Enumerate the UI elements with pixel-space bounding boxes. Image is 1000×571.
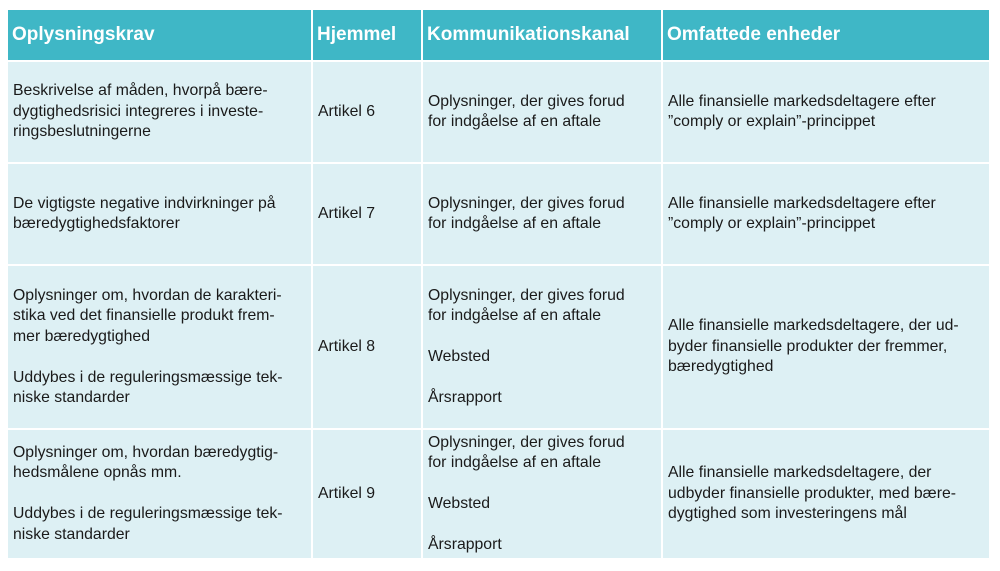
line: Oplysninger, der gives forud	[428, 92, 625, 110]
line: Oplysninger, der gives forud	[428, 194, 625, 212]
line: Uddybes i de reguleringsmæssige tek-	[13, 368, 283, 386]
line: hedsmålene opnås mm.	[13, 464, 182, 482]
line: udbyder finansielle produkter, med bære-	[668, 484, 957, 502]
cell-kanal	[422, 61, 662, 163]
line: ”comply or explain”-princippet	[668, 215, 876, 232]
cell-enheder	[662, 265, 989, 429]
header-hjemmel: Hjemmel	[312, 10, 422, 61]
line: Alle finansielle markedsdeltagere, der	[668, 464, 932, 482]
line: niske standarder	[13, 389, 130, 406]
line: bæredygtighedsfaktorer	[13, 215, 180, 232]
line: niske standarder	[13, 525, 130, 543]
cell-hjemmel: Artikel 7	[312, 163, 422, 265]
disclosure-requirements-table	[8, 10, 989, 558]
spacer	[428, 368, 656, 389]
cell-enheder	[662, 61, 989, 163]
line: for indgåelse af en aftale	[428, 454, 602, 471]
line: Websted	[428, 495, 491, 512]
line: bæredygtighed	[668, 358, 774, 376]
line: Websted	[428, 348, 491, 365]
line: Oplysninger, der gives forud	[428, 286, 625, 304]
cell-krav	[8, 265, 312, 429]
line: Årsrapport	[428, 536, 502, 553]
line: Oplysninger om, hvordan de karakteri-	[13, 286, 282, 304]
table-row	[8, 163, 989, 265]
line: Alle finansielle markedsdeltagere efter	[668, 92, 936, 110]
line: for indgåelse af en aftale	[428, 113, 602, 130]
line: mer bæredygtighed	[13, 327, 150, 345]
line: byder finansielle produkter der fremmer,	[668, 337, 948, 355]
header-omfattede-enheder: Omfattede enheder	[662, 10, 989, 61]
line: stika ved det finansielle produkt frem-	[13, 307, 275, 324]
cell-enheder	[662, 429, 989, 558]
cell-krav	[8, 163, 312, 265]
line: Oplysninger om, hvordan bæredygtig-	[13, 443, 279, 461]
cell-kanal	[422, 429, 662, 558]
header-kommunikationskanal: Kommunikationskanal	[422, 10, 662, 61]
table-header-row	[8, 10, 989, 61]
cell-kanal	[422, 163, 662, 265]
spacer	[428, 515, 656, 536]
line: ”comply or explain”-princippet	[668, 113, 876, 130]
disclosure-table-container	[8, 10, 989, 558]
line: ringsbeslutningerne	[13, 123, 151, 141]
line: for indgåelse af en aftale	[428, 215, 602, 232]
cell-kanal	[422, 265, 662, 429]
line: Oplysninger, der gives forud	[428, 433, 625, 451]
line: Alle finansielle markedsdeltagere efter	[668, 194, 936, 212]
table-row	[8, 265, 989, 429]
header-oplysningskrav: Oplysningskrav	[8, 10, 312, 61]
table-row	[8, 61, 989, 163]
spacer	[428, 327, 656, 348]
line: Uddybes i de reguleringsmæssige tek-	[13, 505, 283, 523]
cell-enheder	[662, 163, 989, 265]
cell-hjemmel: Artikel 6	[312, 61, 422, 163]
spacer	[13, 347, 306, 368]
cell-krav	[8, 61, 312, 163]
cell-hjemmel: Artikel 8	[312, 265, 422, 429]
spacer	[428, 474, 656, 495]
line: Beskrivelse af måden, hvorpå bære-	[13, 82, 268, 100]
cell-krav	[8, 429, 312, 558]
line: dygtighed som investeringens mål	[668, 505, 907, 523]
line: De vigtigste negative indvirkninger på	[13, 194, 276, 212]
table-row	[8, 429, 989, 558]
line: Alle finansielle markedsdeltagere, der ud-	[668, 317, 959, 335]
line: dygtighedsrisici integreres i investe-	[13, 102, 264, 120]
cell-hjemmel: Artikel 9	[312, 429, 422, 558]
line: for indgåelse af en aftale	[428, 307, 602, 324]
line: Årsrapport	[428, 389, 502, 406]
spacer	[13, 484, 306, 505]
